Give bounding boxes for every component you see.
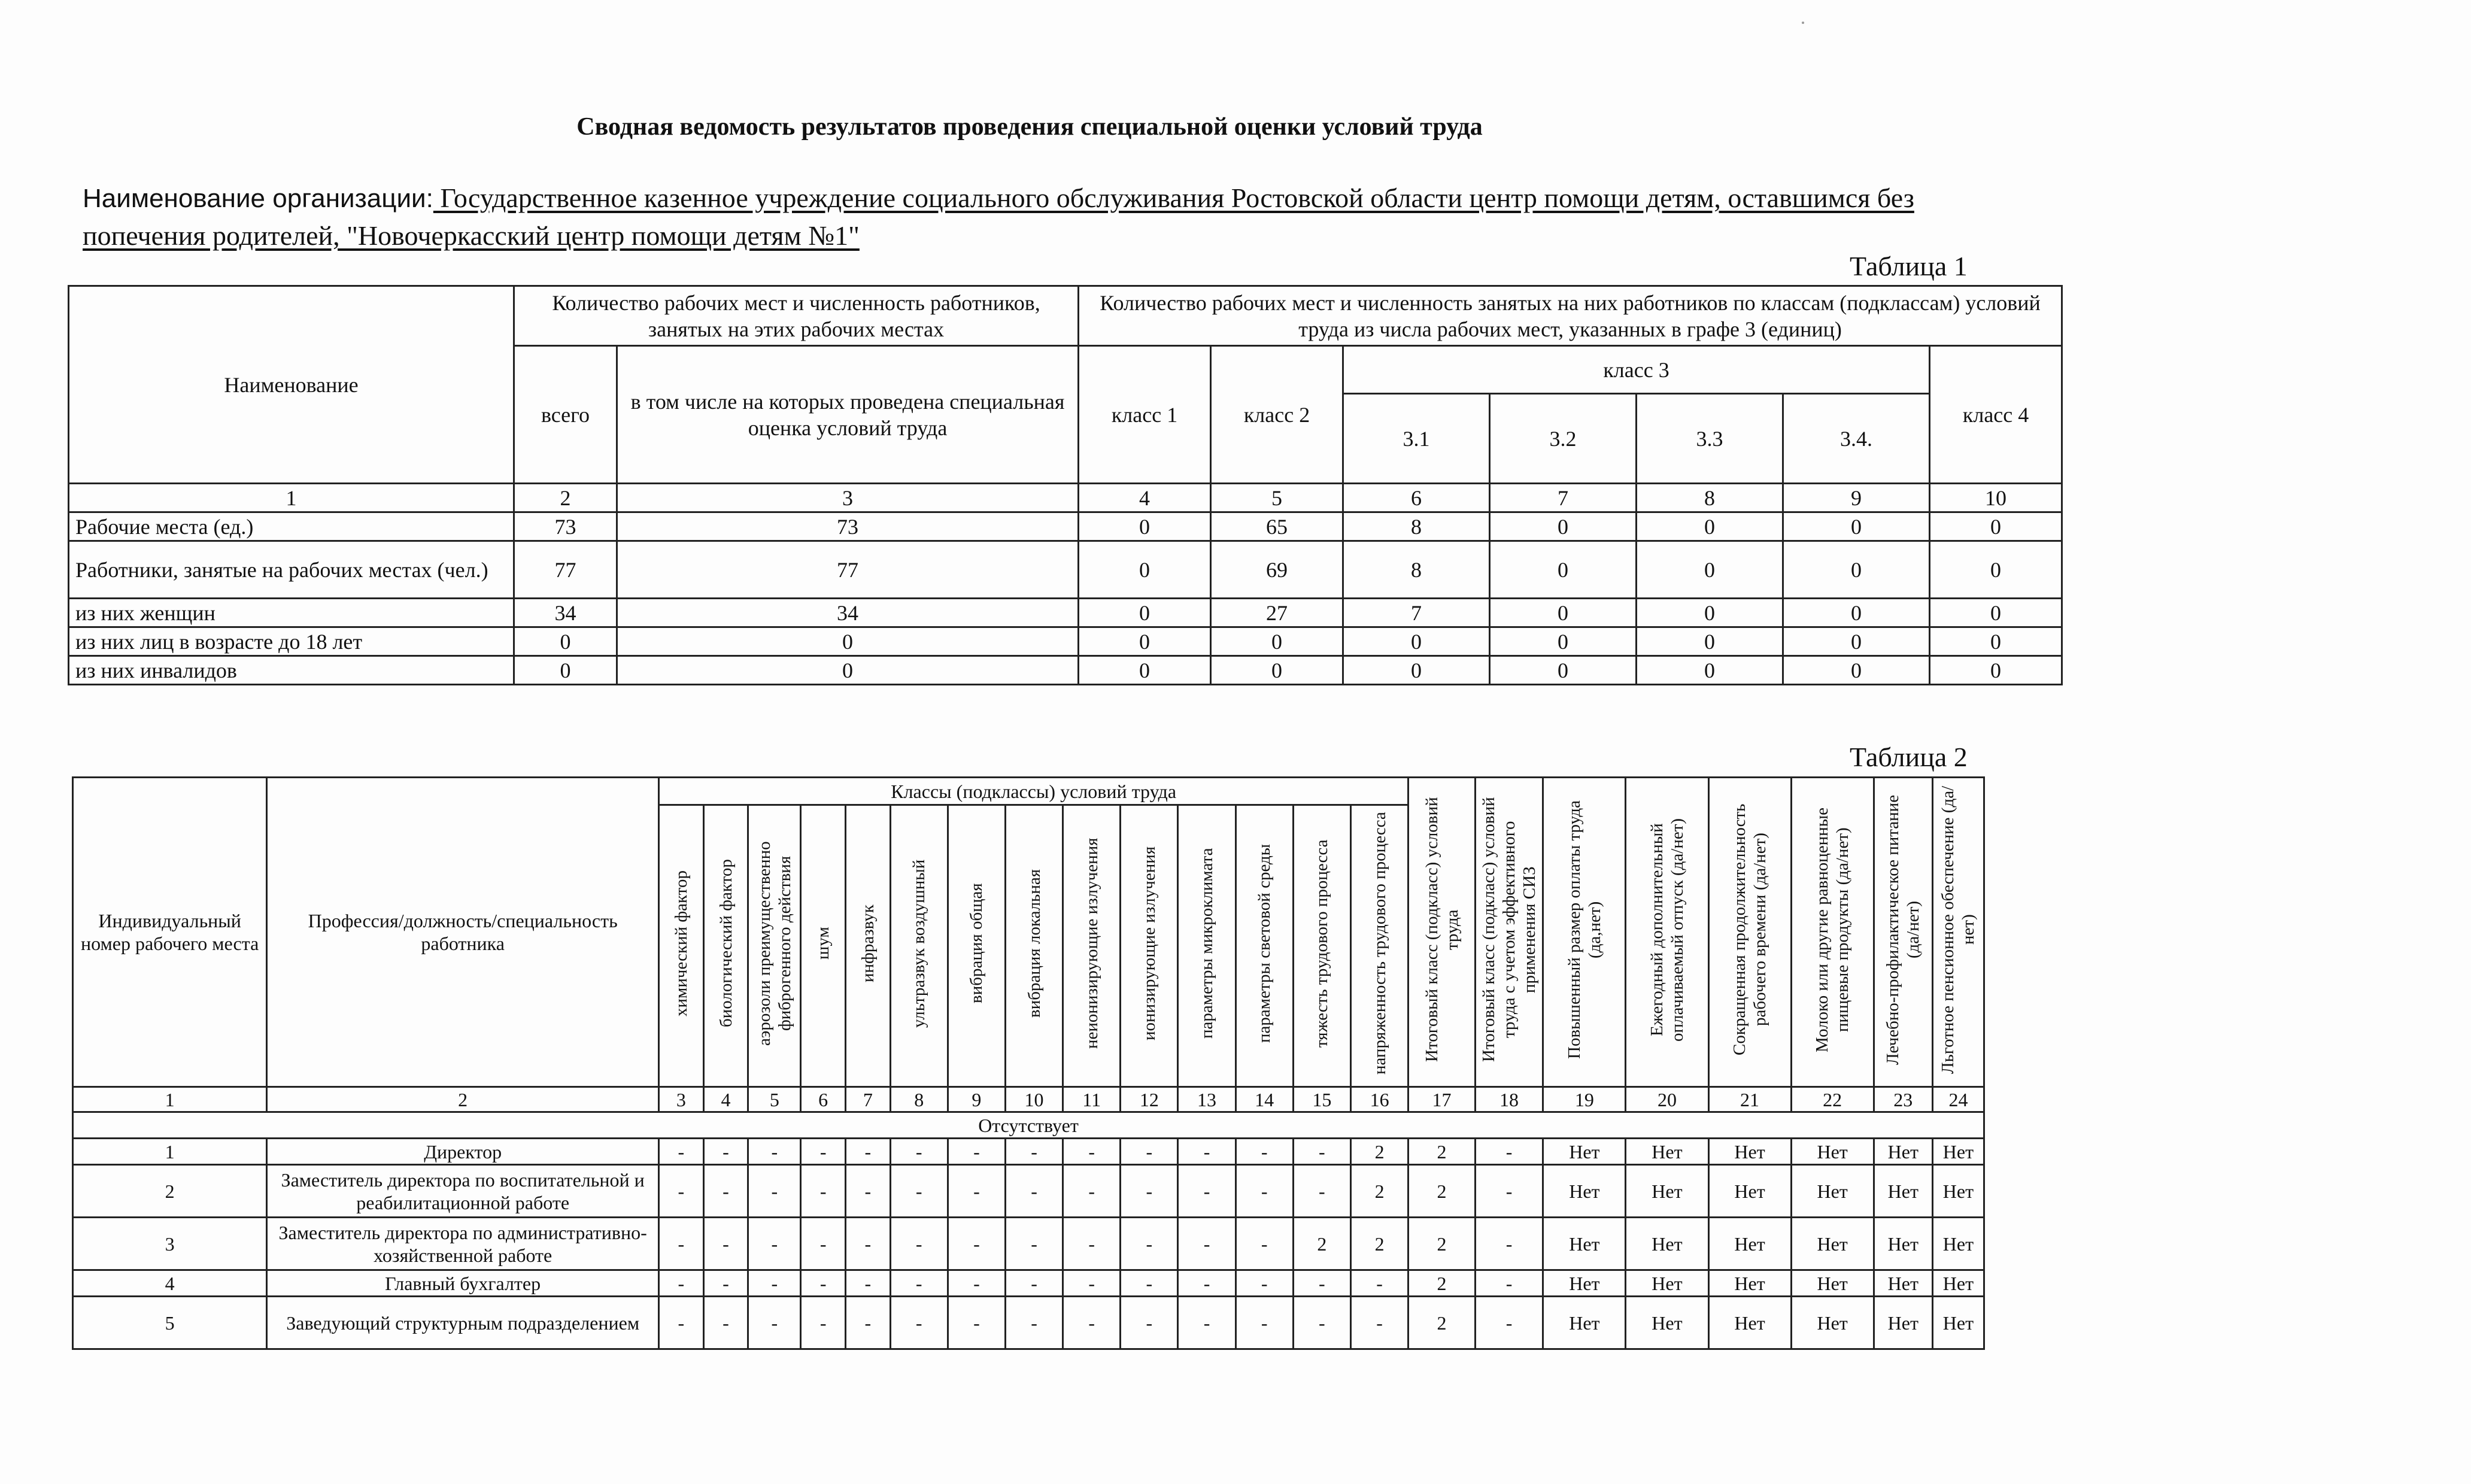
t1-cell: 73	[617, 512, 1079, 541]
t2-cell: -	[1293, 1165, 1350, 1218]
t1-cell: 0	[1079, 512, 1211, 541]
t2-cell: -	[948, 1139, 1005, 1165]
t1-header-name: Наименование	[69, 286, 514, 484]
t1-header-3-1: 3.1	[1343, 394, 1490, 484]
t2-cell: -	[1236, 1218, 1293, 1270]
t2-cell: -	[890, 1139, 948, 1165]
t2-cell: -	[845, 1165, 890, 1218]
t2-cell: -	[801, 1139, 846, 1165]
t2-cell: Нет	[1708, 1218, 1791, 1270]
t2-cell: -	[1475, 1165, 1543, 1218]
t2-factor-header: химический фактор	[659, 805, 704, 1087]
t2-cell: -	[748, 1165, 801, 1218]
t1-data-row	[69, 512, 2062, 541]
t2-cell: Нет	[1543, 1165, 1626, 1218]
t2-cell: 2	[1408, 1297, 1476, 1349]
t2-cell: Нет	[1932, 1297, 1984, 1349]
t1-cell: 7	[1343, 599, 1490, 627]
t2-cell: 2	[1350, 1218, 1408, 1270]
t2-cell: Нет	[1874, 1139, 1932, 1165]
t2-factor-header: неионизирующие излучения	[1063, 805, 1121, 1087]
t2-cell: Нет	[1626, 1165, 1708, 1218]
t2-cell: -	[1005, 1297, 1063, 1349]
t2-workplace-id: 2	[73, 1165, 267, 1218]
t2-cell: Нет	[1543, 1139, 1626, 1165]
t1-cell: 0	[1930, 541, 2062, 599]
t2-profession: Директор	[267, 1139, 659, 1165]
t1-cell: 77	[617, 541, 1079, 599]
t2-cell: -	[1063, 1218, 1121, 1270]
t2-cell: Нет	[1708, 1165, 1791, 1218]
t2-column-number: 23	[1874, 1087, 1932, 1112]
table1-caption: Таблица 1	[1850, 251, 1968, 281]
t2-data-row	[73, 1297, 1984, 1349]
t2-cell: Нет	[1791, 1165, 1874, 1218]
t2-cell: Нет	[1932, 1218, 1984, 1270]
t1-cell: 0	[1343, 627, 1490, 656]
t2-workplace-id: 4	[73, 1270, 267, 1297]
t2-cell: -	[1236, 1270, 1293, 1297]
t1-cell: 0	[1637, 656, 1783, 685]
t2-column-number: 20	[1626, 1087, 1708, 1112]
t1-row-label: Рабочие места (ед.)	[69, 512, 514, 541]
t1-header-class4: класс 4	[1930, 346, 2062, 484]
t1-cell: 27	[1211, 599, 1343, 627]
t2-factor-header: ультразвук воздушный	[890, 805, 948, 1087]
t2-data-row	[73, 1270, 1984, 1297]
t2-cell: -	[1178, 1297, 1236, 1349]
t2-cell: Нет	[1543, 1297, 1626, 1349]
t2-column-number: 10	[1005, 1087, 1063, 1112]
t2-factor-header: параметры световой среды	[1236, 805, 1293, 1087]
t2-factor-header: напряженность трудового процесса	[1350, 805, 1408, 1087]
t2-cell: Нет	[1626, 1139, 1708, 1165]
t2-cell: -	[948, 1297, 1005, 1349]
t2-column-number: 4	[703, 1087, 748, 1112]
t2-cell: -	[1005, 1218, 1063, 1270]
t1-cell: 34	[617, 599, 1079, 627]
t1-header-class2: класс 2	[1211, 346, 1343, 484]
t2-cell: -	[801, 1270, 846, 1297]
document-title: Сводная ведомость результатов проведения специальной оценки условий труда	[576, 113, 1483, 141]
t2-column-number: 16	[1350, 1087, 1408, 1112]
t2-cell: Нет	[1626, 1218, 1708, 1270]
t2-cell: -	[948, 1165, 1005, 1218]
workplaces-table	[72, 776, 1985, 1350]
t2-header-pension: Льготное пенсионное обеспечение (да/нет)	[1932, 778, 1984, 1087]
t1-header-class3: класс 3	[1343, 346, 1930, 394]
t1-cell: 0	[1211, 656, 1343, 685]
t2-cell: -	[948, 1218, 1005, 1270]
t1-cell: 0	[1783, 541, 1930, 599]
t2-cell: -	[703, 1218, 748, 1270]
t1-header-class1: класс 1	[1079, 346, 1211, 484]
t2-cell: Нет	[1874, 1218, 1932, 1270]
t2-cell: -	[659, 1270, 704, 1297]
t2-header-total-class-siz: Итоговый класс (подкласс) условий труда с учетом эффективного применения СИЗ	[1475, 778, 1543, 1087]
t2-cell: Нет	[1791, 1270, 1874, 1297]
t2-cell: -	[948, 1270, 1005, 1297]
t1-cell: 0	[1783, 512, 1930, 541]
t2-cell: 2	[1408, 1165, 1476, 1218]
t2-cell: -	[1236, 1165, 1293, 1218]
t2-cell: -	[748, 1139, 801, 1165]
t2-cell: -	[1475, 1139, 1543, 1165]
t1-cell: 0	[514, 627, 617, 656]
t2-workplace-id: 5	[73, 1297, 267, 1349]
t2-cell: -	[1063, 1270, 1121, 1297]
t2-cell: -	[845, 1297, 890, 1349]
t1-cell: 0	[1930, 627, 2062, 656]
t2-number-row	[73, 1087, 1984, 1112]
t1-header-classes: Количество рабочих мест и численность занятых на них работников по классам (подклассам) условий труда из числа рабочих мест, указанных в графе 3 (единиц)	[1079, 286, 2062, 346]
t2-factor-header: ионизирующие излучения	[1121, 805, 1178, 1087]
t2-column-number: 12	[1121, 1087, 1178, 1112]
t2-cell: -	[1475, 1297, 1543, 1349]
t1-cell: 0	[1637, 512, 1783, 541]
t2-column-number: 15	[1293, 1087, 1350, 1112]
t2-cell: Нет	[1708, 1297, 1791, 1349]
t1-cell: 0	[1079, 627, 1211, 656]
t2-cell: -	[1293, 1297, 1350, 1349]
t2-cell: -	[1063, 1165, 1121, 1218]
t2-cell: -	[1236, 1297, 1293, 1349]
t2-factor-header: аэрозоли преимущественно фиброгенного действия	[748, 805, 801, 1087]
t1-data-row	[69, 656, 2062, 685]
t1-cell: 0	[1783, 599, 1930, 627]
t1-cell: 0	[1930, 512, 2062, 541]
t2-cell: -	[1293, 1139, 1350, 1165]
t2-profession: Заведующий структурным подразделением	[267, 1297, 659, 1349]
t2-cell: Нет	[1791, 1297, 1874, 1349]
t2-header-profession: Профессия/должность/специальность работника	[267, 778, 659, 1087]
t2-column-number: 13	[1178, 1087, 1236, 1112]
t2-cell: Нет	[1708, 1270, 1791, 1297]
t2-cell: -	[890, 1165, 948, 1218]
organization-line	[83, 180, 1968, 254]
t2-cell: -	[1121, 1297, 1178, 1349]
t2-cell: Нет	[1874, 1297, 1932, 1349]
t2-header-milk: Молоко или другие равноценные пищевые продукты (да/нет)	[1791, 778, 1874, 1087]
t1-cell: 69	[1211, 541, 1343, 599]
t1-cell: 0	[1490, 656, 1637, 685]
summary-table	[68, 285, 2063, 685]
t2-data-row	[73, 1165, 1984, 1218]
t2-cell: -	[801, 1218, 846, 1270]
t2-cell: 2	[1293, 1218, 1350, 1270]
t2-cell: Нет	[1932, 1270, 1984, 1297]
t2-column-number: 7	[845, 1087, 890, 1112]
t1-number-row: 1 2 3 4 5 6 7 8 9 10	[69, 484, 2062, 512]
t2-cell: -	[845, 1218, 890, 1270]
t2-cell: Нет	[1626, 1297, 1708, 1349]
t2-cell: Нет	[1932, 1165, 1984, 1218]
t1-header-assessed: в том числе на которых проведена специальная оценка условий труда	[617, 346, 1079, 484]
t2-cell: Нет	[1874, 1165, 1932, 1218]
t1-header-total: всего	[514, 346, 617, 484]
t1-cell: 0	[1079, 599, 1211, 627]
t1-data-row	[69, 541, 2062, 599]
t2-cell: -	[1293, 1270, 1350, 1297]
t1-cell: 65	[1211, 512, 1343, 541]
t1-cell: 0	[1490, 599, 1637, 627]
t2-cell: Нет	[1932, 1139, 1984, 1165]
t2-cell: -	[659, 1165, 704, 1218]
t1-cell: 0	[1783, 656, 1930, 685]
t1-cell: 0	[1079, 541, 1211, 599]
t2-column-number: 22	[1791, 1087, 1874, 1112]
t1-header-3-2: 3.2	[1490, 394, 1637, 484]
t1-cell: 0	[1343, 656, 1490, 685]
table2-caption: Таблица 2	[1850, 742, 1968, 772]
t2-column-number: 6	[801, 1087, 846, 1112]
t2-column-number: 24	[1932, 1087, 1984, 1112]
t1-cell: 0	[1490, 541, 1637, 599]
t2-column-number: 1	[73, 1087, 267, 1112]
t1-row-label: из них лиц в возрасте до 18 лет	[69, 627, 514, 656]
t2-cell: -	[1063, 1139, 1121, 1165]
t2-header-short-hours: Сокращенная продолжительность рабочего времени (да/нет)	[1708, 778, 1791, 1087]
t2-cell: -	[703, 1297, 748, 1349]
t1-cell: 0	[1783, 627, 1930, 656]
t2-cell: -	[1121, 1218, 1178, 1270]
t1-cell: 73	[514, 512, 617, 541]
t1-cell: 0	[1637, 599, 1783, 627]
t2-data-row	[73, 1139, 1984, 1165]
t2-cell: -	[1178, 1139, 1236, 1165]
t2-data-row	[73, 1218, 1984, 1270]
t2-cell: -	[1350, 1270, 1408, 1297]
t2-column-number: 8	[890, 1087, 948, 1112]
t2-column-number: 9	[948, 1087, 1005, 1112]
t2-column-number: 21	[1708, 1087, 1791, 1112]
t1-cell: 0	[1637, 541, 1783, 599]
t1-cell: 0	[1930, 656, 2062, 685]
t2-profession: Главный бухгалтер	[267, 1270, 659, 1297]
t2-cell: -	[890, 1218, 948, 1270]
t2-column-number: 18	[1475, 1087, 1543, 1112]
t2-factor-header: вибрация локальная	[1005, 805, 1063, 1087]
t1-cell: 77	[514, 541, 617, 599]
t2-cell: -	[703, 1139, 748, 1165]
t2-column-number: 11	[1063, 1087, 1121, 1112]
t2-cell: -	[703, 1270, 748, 1297]
t2-cell: 2	[1408, 1270, 1476, 1297]
t2-cell: Нет	[1874, 1270, 1932, 1297]
t2-header-total-class: Итоговый класс (подкласс) условий труда	[1408, 778, 1476, 1087]
t2-cell: -	[1475, 1218, 1543, 1270]
t2-header-vacation: Ежегодный дополнительный оплачиваемый отпуск (да/нет)	[1626, 778, 1708, 1087]
t2-header-id: Индивидуальный номер рабочего места	[73, 778, 267, 1087]
t2-profession: Заместитель директора по воспитательной и реабилитационной работе	[267, 1165, 659, 1218]
t1-cell: 8	[1343, 512, 1490, 541]
t2-column-number: 5	[748, 1087, 801, 1112]
t2-cell: -	[1121, 1139, 1178, 1165]
t2-cell: -	[748, 1297, 801, 1349]
t2-cell: 2	[1350, 1139, 1408, 1165]
t1-cell: 0	[514, 656, 617, 685]
t2-cell: -	[1350, 1297, 1408, 1349]
t1-data-row	[69, 599, 2062, 627]
t1-cell: 8	[1343, 541, 1490, 599]
t2-header-pay: Повышенный размер оплаты труда (да,нет)	[1543, 778, 1626, 1087]
t1-cell: 0	[1079, 656, 1211, 685]
t2-cell: -	[1063, 1297, 1121, 1349]
t1-cell: 34	[514, 599, 617, 627]
t2-cell: Нет	[1708, 1139, 1791, 1165]
t2-cell: -	[1121, 1165, 1178, 1218]
t2-cell: -	[1005, 1165, 1063, 1218]
t2-cell: 2	[1408, 1218, 1476, 1270]
t2-cell: -	[659, 1139, 704, 1165]
t2-cell: -	[1005, 1139, 1063, 1165]
t2-cell: -	[748, 1218, 801, 1270]
t2-column-number: 3	[659, 1087, 704, 1112]
t2-cell: -	[801, 1165, 846, 1218]
t2-workplace-id: 1	[73, 1139, 267, 1165]
t1-cell: 0	[1930, 599, 2062, 627]
scan-speck	[1802, 22, 1804, 24]
t2-cell: -	[1178, 1270, 1236, 1297]
t2-cell: -	[659, 1218, 704, 1270]
t2-factor-header: инфразвук	[845, 805, 890, 1087]
t2-absent-row: Отсутствует	[73, 1112, 1984, 1139]
t1-header-3-4: 3.4.	[1783, 394, 1930, 484]
t2-factor-header: биологический фактор	[703, 805, 748, 1087]
t1-row-label: из них инвалидов	[69, 656, 514, 685]
t1-cell: 0	[1211, 627, 1343, 656]
t1-cell: 0	[1637, 627, 1783, 656]
t2-factor-header: шум	[801, 805, 846, 1087]
t2-factor-header: тяжесть трудового процесса	[1293, 805, 1350, 1087]
organization-label: Наименование организации:	[83, 184, 433, 213]
t2-profession: Заместитель директора по административно- хозяйственной работе	[267, 1218, 659, 1270]
t2-factor-header: вибрация общая	[948, 805, 1005, 1087]
t1-header-count: Количество рабочих мест и численность работников, занятых на этих рабочих местах	[514, 286, 1079, 346]
t1-header-3-3: 3.3	[1637, 394, 1783, 484]
t2-column-number: 14	[1236, 1087, 1293, 1112]
t2-column-number: 17	[1408, 1087, 1476, 1112]
t2-factor-header: параметры микроклимата	[1178, 805, 1236, 1087]
t2-cell: -	[801, 1297, 846, 1349]
t1-cell: 0	[1490, 627, 1637, 656]
t1-cell: 0	[617, 627, 1079, 656]
t2-cell: -	[1236, 1139, 1293, 1165]
t2-cell: Нет	[1791, 1218, 1874, 1270]
t2-cell: -	[845, 1139, 890, 1165]
t2-cell: Нет	[1543, 1270, 1626, 1297]
t1-cell: 0	[1490, 512, 1637, 541]
t1-row-label: из них женщин	[69, 599, 514, 627]
t1-cell: 0	[617, 656, 1079, 685]
t2-column-number: 2	[267, 1087, 659, 1112]
t2-column-number: 19	[1543, 1087, 1626, 1112]
t2-cell: -	[1475, 1270, 1543, 1297]
t2-cell: -	[748, 1270, 801, 1297]
t2-cell: -	[703, 1165, 748, 1218]
t2-cell: Нет	[1543, 1218, 1626, 1270]
organization-name: Государственное казенное учреждение социального обслуживания Ростовской области центр помощи детям, оставшимся без попечения родителей, "Новочеркасский центр помощи детям №1"	[83, 183, 1914, 251]
t2-cell: -	[1178, 1165, 1236, 1218]
t2-cell: -	[1178, 1218, 1236, 1270]
t2-cell: 2	[1350, 1165, 1408, 1218]
t2-cell: Нет	[1626, 1270, 1708, 1297]
t2-cell: Нет	[1791, 1139, 1874, 1165]
t2-cell: -	[890, 1297, 948, 1349]
t2-cell: -	[890, 1270, 948, 1297]
t1-data-row	[69, 627, 2062, 656]
t2-header-classes: Классы (подклассы) условий труда	[659, 778, 1408, 805]
t2-cell: -	[1005, 1270, 1063, 1297]
t2-cell: 2	[1408, 1139, 1476, 1165]
t2-cell: -	[845, 1270, 890, 1297]
t2-cell: -	[659, 1297, 704, 1349]
t2-workplace-id: 3	[73, 1218, 267, 1270]
t2-header-food: Лечебно-профилактическое питание (да/нет)	[1874, 778, 1932, 1087]
t2-cell: -	[1121, 1270, 1178, 1297]
t1-row-label: Работники, занятые на рабочих местах (чел.)	[69, 541, 514, 599]
